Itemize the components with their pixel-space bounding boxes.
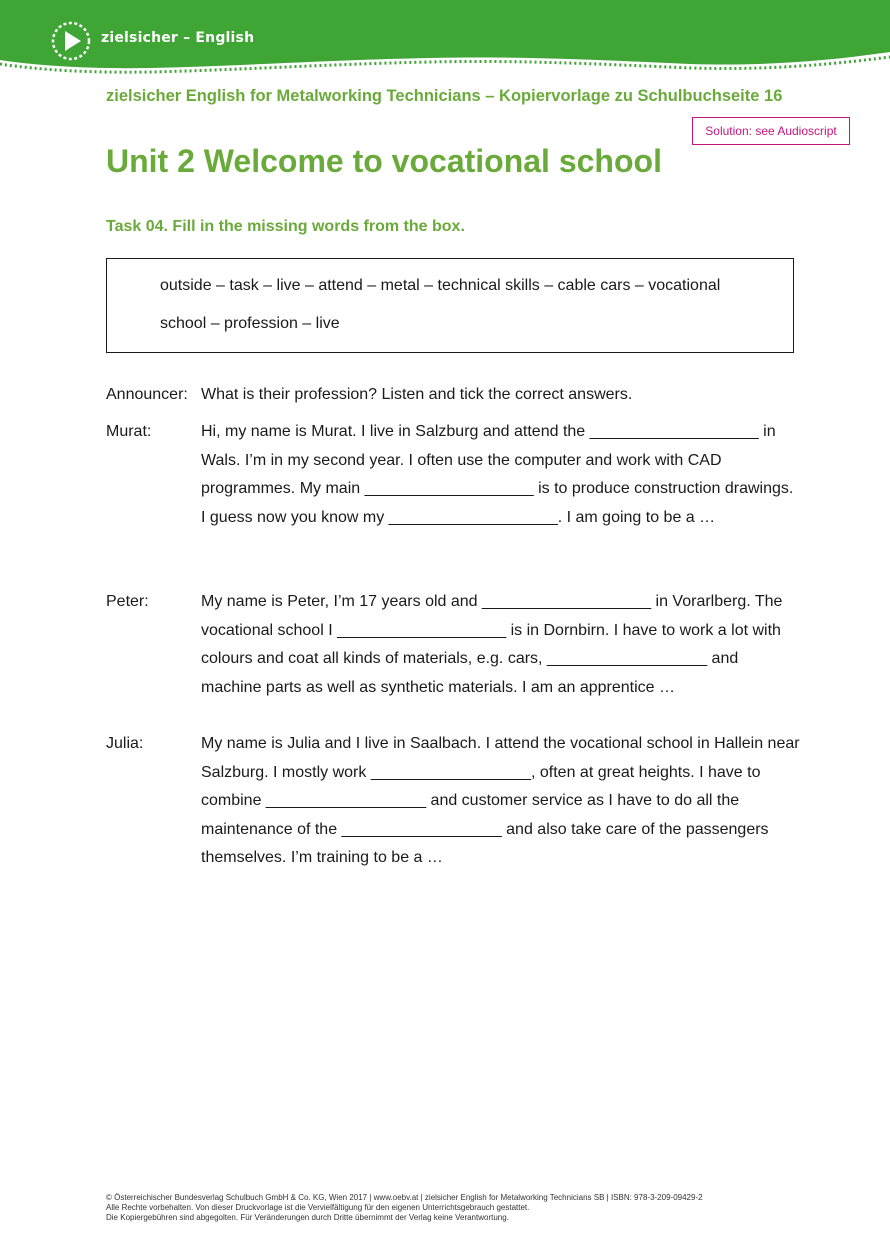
speaker-label: Julia: [106, 735, 144, 752]
unit-title: Unit 2 Welcome to vocational school [106, 143, 662, 179]
copyright-footer [106, 1193, 806, 1223]
footer-line: © Österreichischer Bundesverlag Schulbuch GmbH & Co. KG, Wien 2017 | www.oebv.at | zielsicher English for Metalworking Technicians SB | ISBN: 978-3-209-09429-2 [106, 1193, 703, 1202]
task-instruction: Task 04. Fill in the missing words from the box. [106, 218, 465, 235]
footer-line: Alle Rechte vorbehalten. Von dieser Druckvorlage ist die Vervielfältigung für den eigenen Unterrichtsgebrauch gestattet. [106, 1203, 530, 1212]
speech-text: My name is Peter, I’m 17 years old and ___________________ in Vorarlberg. The vocational school I ___________________ is in Dornbirn. I have to work a lot with colours and coat all kinds of materials, e.g. cars, __________________ and machine parts as well as synthetic materials. I am an apprentice … [201, 593, 783, 696]
solution-note: Solution: see Audioscript [692, 117, 850, 145]
play-logo-icon [50, 20, 92, 62]
speech-text: What is their profession? Listen and tick the correct answers. [201, 386, 633, 403]
brand-name: zielsicher – English [101, 30, 255, 46]
footer-line: Die Kopiergebühren sind abgegolten. Für Veränderungen durch Dritte übernimmt der Verlag keine Verantwortung. [106, 1213, 509, 1222]
speaker-label: Murat: [106, 423, 152, 440]
speech-text: Hi, my name is Murat. I live in Salzburg and attend the ___________________ in Wals. I’m in my second year. I often use the computer and work with CAD programmes. My main ___________________ is to produce construction drawings. I guess now you know my ___________________. I am going to be a … [201, 423, 794, 526]
page-subtitle: zielsicher English for Metalworking Technicians – Kopiervorlage zu Schulbuchseite 16 [106, 87, 783, 105]
speaker-label: Peter: [106, 593, 149, 610]
word-box-text: outside – task – live – attend – metal – technical skills – cable cars – vocational school – profession – live [160, 277, 721, 332]
word-box [106, 258, 794, 353]
speaker-label: Announcer: [106, 386, 188, 403]
speech-text: My name is Julia and I live in Saalbach. I attend the vocational school in Hallein near Salzburg. I mostly work __________________, often at great heights. I have to combine __________________ and customer service as I have to do all the maintenance of the __________________ and also take care of the passengers themselves. I’m training to be a … [201, 735, 800, 866]
